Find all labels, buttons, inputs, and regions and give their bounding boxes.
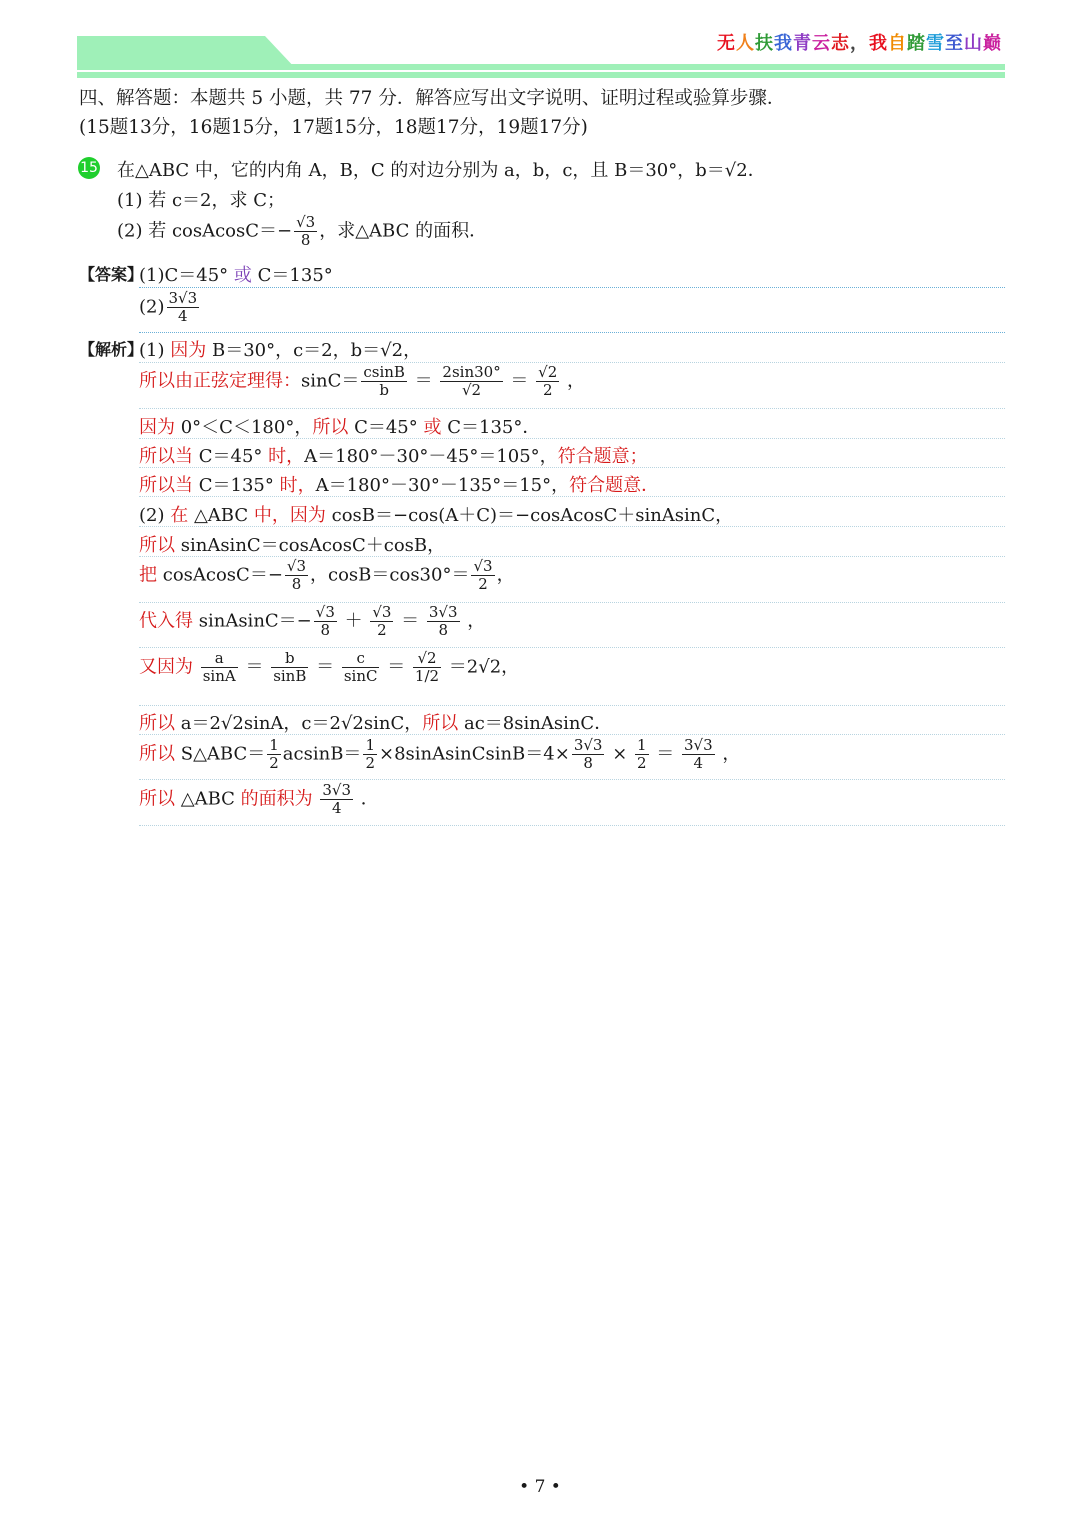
page-number: • 7 • (519, 1477, 561, 1497)
motto-char: 巅 (983, 33, 1002, 54)
analysis-line-6: (2) 在 △ABC 中，因为 cosB＝−cos(A＋C)＝−cosAcosC＋sinAsinC， (139, 505, 734, 526)
section-scores: (15题13分，16题15分，17题15分，18题17分，19题17分) (79, 117, 588, 138)
motto-char: 扶 (755, 33, 774, 54)
problem-stem: 在△ABC 中，它的内角 A，B，C 的对边分别为 a，b，c，且 B＝30°，b＝√2． (117, 160, 766, 181)
motto-char: 人 (736, 33, 755, 54)
analysis-line-7: 所以 sinAsinC＝cosAcosC＋cosB， (139, 535, 446, 556)
motto-char: ， (850, 33, 869, 54)
motto-char: 至 (945, 33, 964, 54)
divider (139, 556, 1005, 557)
motto-char: 云 (812, 33, 831, 54)
divider (139, 287, 1005, 288)
divider (139, 825, 1005, 826)
header-motto (717, 29, 1002, 55)
analysis-line-4: 所以当 C＝45° 时，A＝180°－30°－45°＝105°，符合题意； (139, 446, 648, 467)
motto-char: 我 (869, 33, 888, 54)
analysis-line-11: 所以 a＝2√2sinA，c＝2√2sinC，所以 ac＝8sinAsinC． (139, 713, 613, 734)
section-title: 四、解答题：本题共 5 小题，共 77 分．解答应写出文字说明、证明过程或验算步骤． (79, 88, 786, 109)
analysis-line-2: 所以由正弦定理得：sinC＝ $\frac{csinB}{b}$ ＝ $\frac{2\sin 30^\circ}{√2}$ ＝ $\frac{√2}{2}$ ， (139, 363, 585, 399)
analysis-line-3: 因为 0°＜C＜180°，所以 C＝45° 或 C＝135°． (139, 417, 541, 438)
divider (139, 332, 1005, 333)
analysis-line-9: 代入得 sinAsinC＝− $\frac{√3}{8}$ ＋ $\frac{√3}{2}$ ＝ $\frac{3√3}{8}$ ， (139, 603, 486, 639)
header-rule-2 (77, 72, 1005, 78)
motto-char: 自 (888, 33, 907, 54)
answer-part1: (1)C＝45° 或 C＝135° (139, 265, 333, 286)
answer-part2: (2) $\frac{3√3}{4}$ (139, 289, 198, 325)
problem-number-badge: 15 (78, 157, 100, 179)
divider (139, 734, 1005, 735)
analysis-line-1: (1) 因为 B＝30°，c＝2，b＝√2， (139, 340, 422, 361)
motto-char: 踏 (907, 33, 926, 54)
analysis-line-13: 所以 △ABC 的面积为 $\frac{3√3}{4}$ ． (139, 781, 379, 817)
analysis-line-12: 所以 S△ABC＝ $\frac{1}{2}$ acsinB＝ $\frac{1}{2}$ ×8sinAsinCsinB＝4× $\frac{3√3}{8}$ × $\frac{1}{2}$ ＝ $\frac{3√3}{4}$ ， (139, 736, 741, 772)
problem-part2: (2) 若 cosAcosC＝− $\frac{√3}{8}$ ，求△ABC 的面积． (117, 213, 488, 249)
header-rule (77, 64, 1005, 70)
divider (139, 496, 1005, 497)
analysis-line-10: 又因为 $\frac{a}{\sin A}$ ＝ $\frac{b}{\sin B}$ ＝ $\frac{c}{\sin C}$ ＝ $\frac{√2}{1/2}$ ＝2√2， (139, 649, 520, 685)
divider (139, 526, 1005, 527)
motto-char: 山 (964, 33, 983, 54)
divider (139, 467, 1005, 468)
motto-char: 青 (793, 33, 812, 54)
divider (139, 362, 1005, 363)
answer-tag: 【答案】 (79, 265, 144, 284)
problem-part1: (1) 若 c＝2，求 C； (117, 190, 285, 211)
divider (139, 705, 1005, 706)
analysis-line-5: 所以当 C＝135° 时，A＝180°－30°－135°＝15°，符合题意． (139, 475, 660, 496)
divider (139, 647, 1005, 648)
divider (139, 408, 1005, 409)
motto-char: 我 (774, 33, 793, 54)
motto-char: 雪 (926, 33, 945, 54)
motto-char: 无 (717, 33, 736, 54)
analysis-line-8: 把 cosAcosC＝− $\frac{√3}{8}$ ，cosB＝cos30°＝ $\frac{√3}{2}$ ， (139, 557, 515, 593)
divider (139, 438, 1005, 439)
motto-char: 志 (831, 33, 850, 54)
section-heading (79, 84, 785, 142)
divider (139, 602, 1005, 603)
divider (139, 779, 1005, 780)
analysis-tag: 【解析】 (79, 340, 144, 359)
